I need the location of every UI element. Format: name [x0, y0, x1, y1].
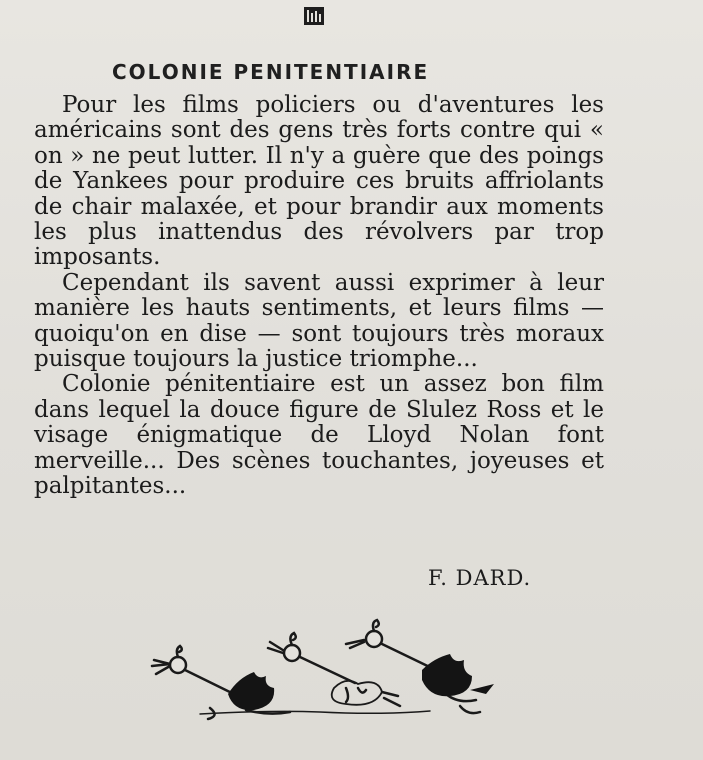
- article-paragraph: Colonie pénitentiaire est un assez bon film dans lequel la douce figure de Slulez Ross et le visage énigmatique de Lloyd Nolan font merveille... Des scènes touchantes, joyeuses et palpitantes...: [34, 371, 604, 500]
- author-signature: F. DARD.: [428, 566, 532, 590]
- article-body: [34, 93, 604, 500]
- running-birds-illustration: [150, 618, 530, 723]
- article-paragraph: Pour les films policiers ou d'aventures les américains sont des gens très forts contre qui « on » ne peut lutter. Il n'y a guère que des poings de Yankees pour produire ces bruits affriolants de chair malaxée, et pour brandir aux moments les plus inattendus des révolvers par trop imposants.: [34, 92, 604, 271]
- article-title: COLONIE PENITENTIAIRE: [112, 60, 430, 84]
- article-paragraph: Cependant ils savent aussi exprimer à leur manière les hauts sentiments, et leurs films — quoiqu'on en dise — sont toujours très moraux puisque toujours la justice triomphe...: [34, 269, 604, 373]
- film-ornament-icon: [303, 5, 325, 27]
